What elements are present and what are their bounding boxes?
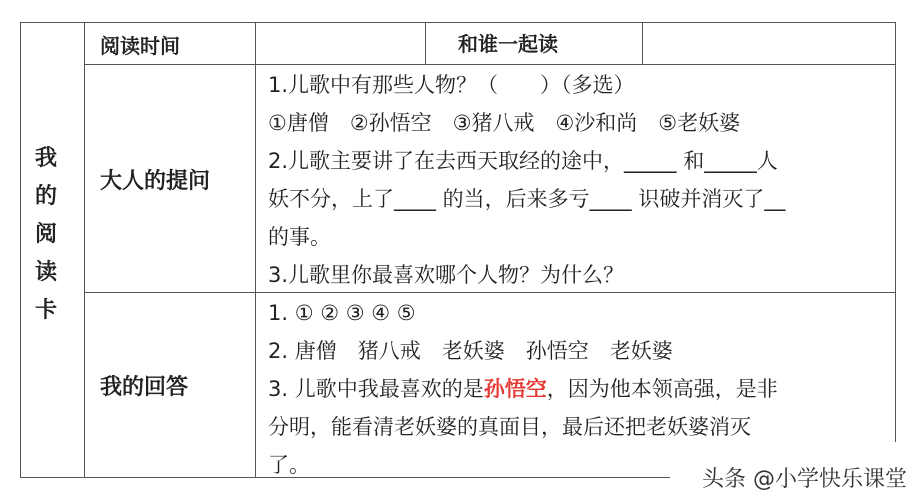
table-border-header-bottom [84, 64, 896, 65]
question-line: 的事。 [268, 225, 331, 249]
answers-row-label: 我的回答 [100, 375, 189, 400]
question-line: 3.儿歌里你最喜欢哪个人物？为什么？ [268, 263, 625, 287]
question-line: 妖不分，上了____ 的当，后来多亏____ 识破并消灭了__ [268, 187, 786, 211]
answer-line-4: 分明，能看清老妖婆的真面目，最后还把老妖婆消灭 [268, 415, 751, 439]
side-title-char: 我 [34, 146, 57, 171]
side-title-char: 卡 [34, 298, 57, 323]
answer-line-2: 2. 唐僧 猪八戒 老妖婆 孙悟空 老妖婆 [268, 339, 673, 363]
answer-highlight: 孙悟空 [483, 377, 547, 401]
answer-line-1: 1. ① ② ③ ④ ⑤ [268, 301, 416, 325]
side-title-char: 读 [34, 260, 57, 285]
answer-line-3 [268, 370, 778, 408]
questions-row-label: 大人的提问 [100, 169, 211, 194]
answer-line-5: 了。 [268, 453, 310, 477]
answer-line-3-post: ，因为他本领高强，是非 [546, 377, 778, 401]
side-title-char: 阅 [34, 222, 57, 247]
read-with-label: 和谁一起读 [458, 32, 558, 56]
watermark: 头条 @小学快乐课堂 [702, 467, 907, 492]
table-border-header-col4 [642, 22, 643, 64]
question-line: ①唐僧 ②孙悟空 ③猪八戒 ④沙和尚 ⑤老妖婆 [268, 111, 741, 135]
table-border-left [20, 22, 21, 478]
side-title-char: 的 [34, 184, 57, 209]
table-border-col1 [84, 22, 85, 478]
table-border-header-col3 [425, 22, 426, 64]
question-line: 1.儿歌中有那些人物？（ ）（多选） [268, 73, 635, 97]
question-line: 2.儿歌主要讲了在去西天取经的途中，_____ 和_____人 [268, 149, 778, 173]
table-border-right [895, 22, 896, 442]
answer-line-3-pre: 3. 儿歌中我最喜欢的是 [268, 377, 484, 401]
table-border-bottom [20, 477, 670, 478]
table-border-top [20, 22, 896, 23]
table-border-col2 [255, 22, 256, 478]
side-title [22, 140, 70, 330]
reading-time-label: 阅读时间 [100, 34, 180, 58]
